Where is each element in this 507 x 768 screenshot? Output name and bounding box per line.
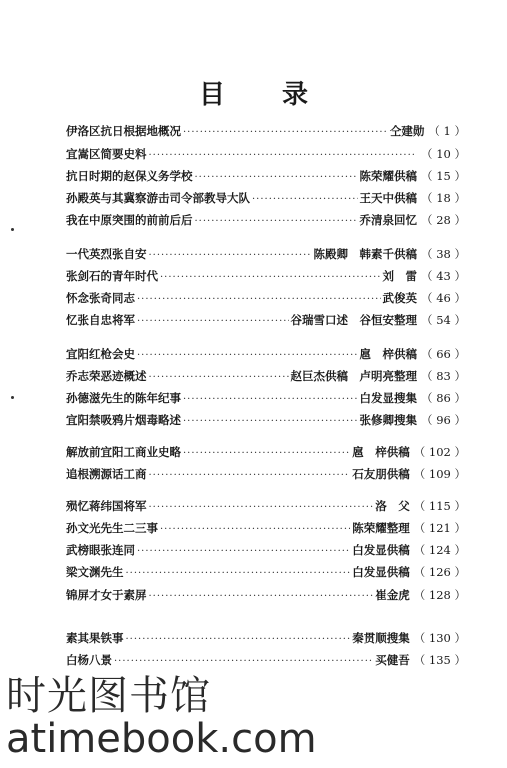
toc-entry [66, 389, 466, 407]
entry-author: 谷瑞雪口述 谷恒安整理 [290, 313, 418, 327]
dot-leader [137, 543, 350, 561]
watermark-chinese: 时光图书馆 [6, 673, 211, 719]
entry-title: 梁文渊先生 [66, 565, 124, 579]
entry-page: （ 18 ） [421, 191, 466, 205]
dot-leader [149, 247, 312, 265]
entry-author: 崔金虎 [375, 588, 410, 602]
dot-leader [183, 124, 388, 142]
toc-entry [66, 541, 466, 559]
entry-page: （ 46 ） [421, 291, 466, 305]
toc-entry [66, 311, 466, 329]
page-title: 目 录 [198, 80, 333, 110]
entry-page: （ 86 ） [421, 391, 466, 405]
entry-title: 忆张自忠将军 [66, 313, 135, 327]
entry-author: 洛 父 [375, 499, 410, 513]
entry-page: （ 38 ） [421, 247, 466, 261]
entry-title: 殒忆蒋纬国将军 [66, 499, 147, 513]
entry-title: 乔志荣恶迹概述 [66, 369, 147, 383]
toc-entry [66, 211, 466, 229]
dot-leader [149, 467, 351, 485]
entry-title: 我在中原突围的前前后后 [66, 213, 193, 227]
toc-entry [66, 586, 466, 604]
entry-page: （ 135 ） [413, 653, 466, 667]
toc-entry [66, 497, 466, 515]
entry-page: （ 66 ） [421, 347, 466, 361]
watermark-url: atimebook.com [6, 716, 317, 762]
toc-entry [66, 189, 466, 207]
dot-leader [137, 347, 358, 365]
entry-page: （ 102 ） [413, 445, 466, 459]
entry-page: （ 83 ） [421, 369, 466, 383]
entry-author: 赵巨杰供稿 卢明亮整理 [290, 369, 418, 383]
entry-page: （ 43 ） [421, 269, 466, 283]
toc-entry [66, 411, 466, 429]
entry-author: 秦贯顺搜集 [352, 631, 410, 645]
entry-author: 王天中供稿 [359, 191, 418, 205]
toc-entry [66, 519, 466, 537]
entry-page: （ 115 ） [413, 499, 466, 513]
entry-page: （ 10 ） [421, 147, 466, 161]
dot-leader [149, 499, 374, 517]
entry-author: 扈 梓供稿 [359, 347, 418, 361]
entry-title: 怀念张奇同志 [66, 291, 135, 305]
entry-title: 锦屏才女于素屏 [66, 588, 147, 602]
entry-author: 仝建勋 [389, 124, 425, 138]
dot-leader [183, 413, 358, 431]
dot-leader [252, 191, 358, 209]
entry-page: （ 130 ） [413, 631, 466, 645]
entry-author: 白发显供稿 [352, 543, 410, 557]
entry-page: （ 124 ） [413, 543, 466, 557]
entry-page: （ 54 ） [421, 313, 466, 327]
dot-leader [126, 631, 351, 649]
entry-title: 孙文光先生二三事 [66, 521, 158, 535]
entry-author: 买健吾 [375, 653, 410, 667]
entry-page: （ 96 ） [421, 413, 466, 427]
entry-title: 伊洛区抗日根据地概况 [66, 124, 181, 138]
entry-title: 抗日时期的赵保义务学校 [66, 169, 193, 183]
toc-entry [66, 122, 466, 140]
entry-title: 张剑石的青年时代 [66, 269, 158, 283]
entry-author: 白发显搜集 [359, 391, 418, 405]
dot-leader [183, 445, 350, 463]
entry-author: 陈荣耀供稿 [359, 169, 418, 183]
entry-page: （ 28 ） [421, 213, 466, 227]
entry-page: （ 15 ） [421, 169, 466, 183]
entry-title: 宜阳红枪会史 [66, 347, 135, 361]
dot-leader [137, 291, 381, 309]
toc-entry [66, 345, 466, 363]
entry-title: 武榜眼张连同 [66, 543, 135, 557]
entry-author: 张修卿搜集 [359, 413, 418, 427]
toc-entry [66, 465, 466, 483]
entry-page: （ 1 ） [428, 124, 466, 138]
dot-leader [126, 565, 351, 583]
toc-entry [66, 145, 466, 163]
entry-author: 扈 梓供稿 [352, 445, 410, 459]
entry-author: 石友朋供稿 [352, 467, 410, 481]
entry-title: 宜阳禁吸鸦片烟毒略述 [66, 413, 181, 427]
entry-title: 宜嵩区简要史料 [66, 147, 147, 161]
entry-title: 追根溯源话工商 [66, 467, 147, 481]
entry-page: （ 128 ） [413, 588, 466, 602]
entry-page: （ 109 ） [413, 467, 466, 481]
entry-title: 解放前宜阳工商业史略 [66, 445, 181, 459]
dot-leader [149, 369, 289, 387]
toc-entry [66, 563, 466, 581]
entry-author: 陈殿卿 韩素千供稿 [313, 247, 418, 261]
entry-title: 一代英烈张自安 [66, 247, 147, 261]
toc-entry [66, 267, 466, 285]
toc-entry [66, 367, 466, 385]
toc-entry [66, 167, 466, 185]
entry-page: （ 126 ） [413, 565, 466, 579]
toc-entry [66, 629, 466, 647]
toc-entry [66, 245, 466, 263]
entry-author: 乔清泉回忆 [359, 213, 418, 227]
dot-leader [195, 169, 358, 187]
dot-leader [160, 269, 381, 287]
dot-leader [183, 391, 358, 409]
dot-leader [195, 213, 358, 231]
dot-leader [137, 313, 289, 331]
dot-leader [160, 521, 350, 539]
dot-leader [149, 588, 374, 606]
entry-author: 陈荣耀整理 [352, 521, 410, 535]
entry-author: 武俊英 [382, 291, 418, 305]
margin-dot [11, 228, 14, 231]
entry-title: 素其果铁事 [66, 631, 124, 645]
margin-dot [11, 396, 14, 399]
entry-title: 孙德滋先生的陈年纪事 [66, 391, 181, 405]
entry-author: 刘 雷 [382, 269, 418, 283]
toc-entry [66, 443, 466, 461]
dot-leader [149, 147, 416, 165]
entry-author: 白发显供稿 [352, 565, 410, 579]
entry-page: （ 121 ） [413, 521, 466, 535]
toc-entry [66, 289, 466, 307]
entry-title: 白杨八景 [66, 653, 112, 667]
entry-title: 孙殿英与其冀察游击司令部教导大队 [66, 191, 250, 205]
